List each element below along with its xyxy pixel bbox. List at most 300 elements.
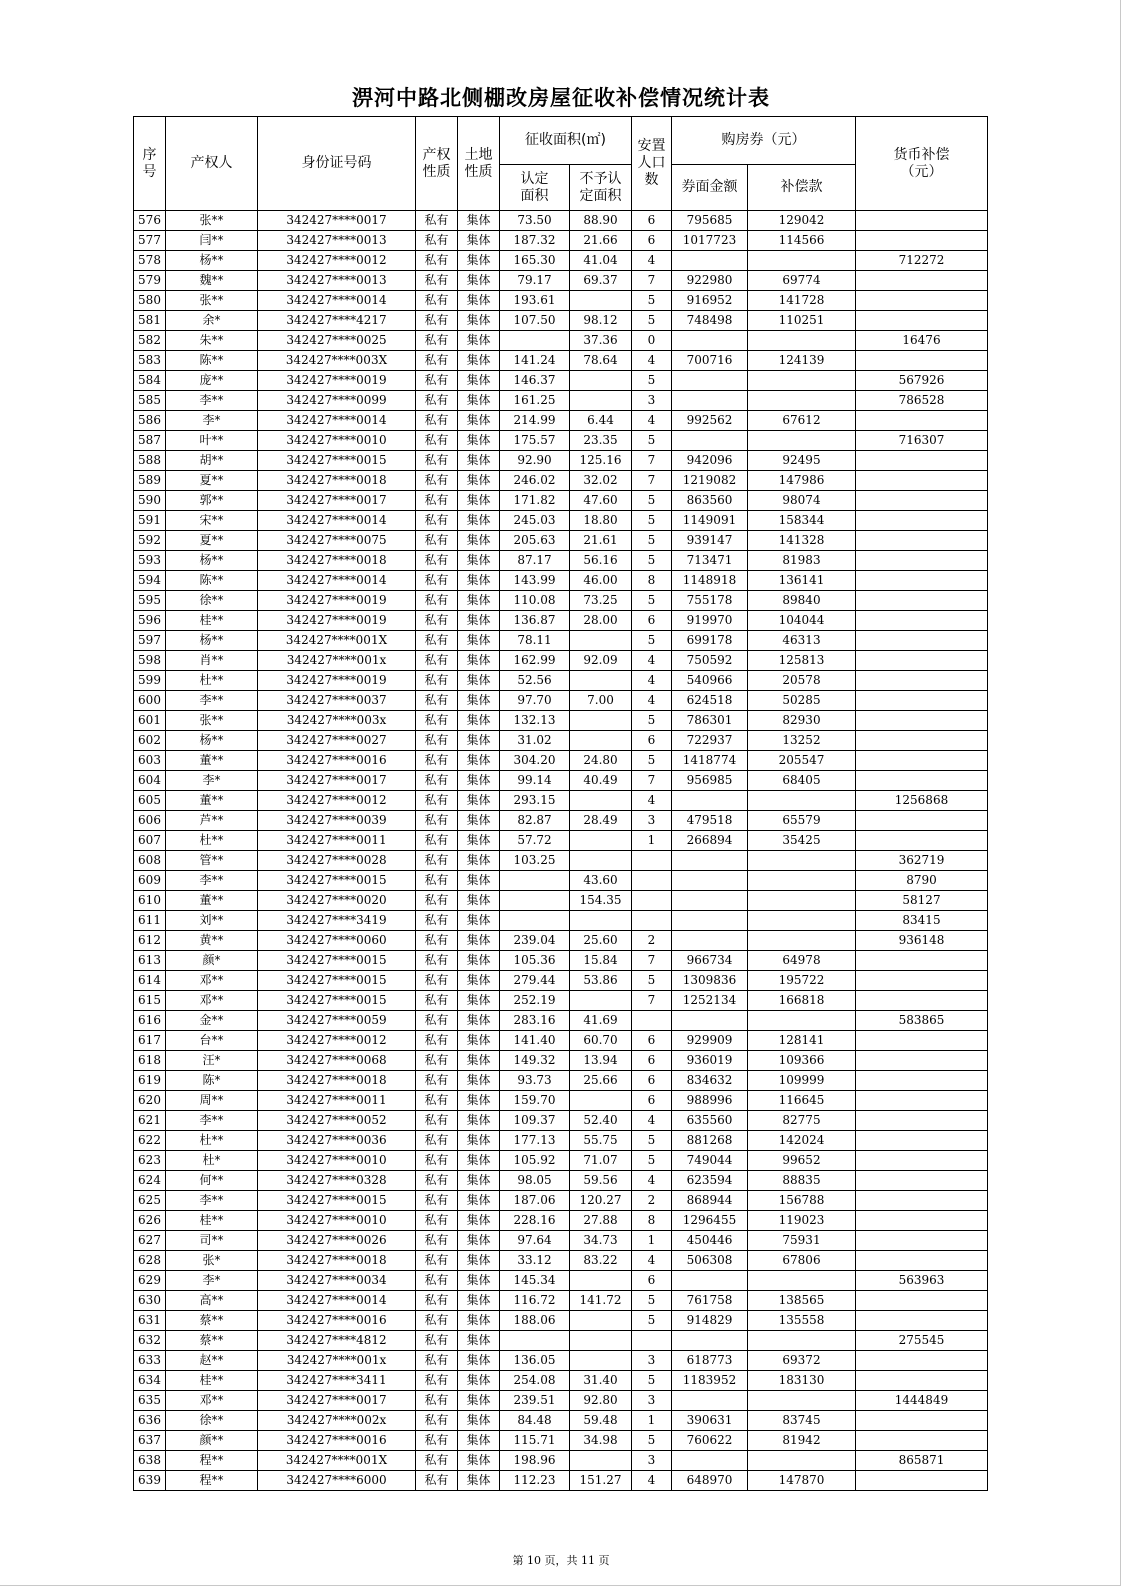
people-cell [632,1011,672,1031]
owner-cell: 李* [166,411,258,431]
owner-cell: 董** [166,751,258,771]
owner-cell: 徐** [166,591,258,611]
id-number-cell: 342427****3411 [258,1371,416,1391]
confirmed-area-cell: 105.36 [500,951,570,971]
property-type-cell: 私有 [416,871,458,891]
voucher-amount-cell: 390631 [672,1411,748,1431]
cash-compensation-cell [856,1251,988,1271]
unconfirmed-area-cell: 141.72 [570,1291,632,1311]
unconfirmed-area-cell: 56.16 [570,551,632,571]
cash-compensation-cell [856,231,988,251]
voucher-amount-cell: 713471 [672,551,748,571]
compensation-cell: 195722 [748,971,856,991]
property-type-cell: 私有 [416,631,458,651]
property-type-cell: 私有 [416,1351,458,1371]
people-cell: 6 [632,731,672,751]
unconfirmed-area-cell: 46.00 [570,571,632,591]
owner-cell: 张** [166,711,258,731]
confirmed-area-cell: 93.73 [500,1071,570,1091]
property-type-cell: 私有 [416,371,458,391]
table-row [134,1071,988,1091]
confirmed-area-cell: 279.44 [500,971,570,991]
owner-cell: 杨** [166,731,258,751]
header-voucher-group: 购房券（元） [672,117,856,165]
seq-cell: 598 [134,651,166,671]
property-type-cell: 私有 [416,331,458,351]
unconfirmed-area-cell: 120.27 [570,1191,632,1211]
owner-cell: 陈* [166,1071,258,1091]
confirmed-area-cell: 97.64 [500,1231,570,1251]
table-row [134,671,988,691]
people-cell: 4 [632,651,672,671]
confirmed-area-cell: 116.72 [500,1291,570,1311]
land-type-cell: 集体 [458,291,500,311]
land-type-cell: 集体 [458,1451,500,1471]
cash-compensation-cell [856,351,988,371]
table-row [134,1451,988,1471]
confirmed-area-cell: 246.02 [500,471,570,491]
cash-compensation-cell: 83415 [856,911,988,931]
land-type-cell: 集体 [458,311,500,331]
compensation-cell: 65579 [748,811,856,831]
people-cell: 4 [632,251,672,271]
compensation-cell: 183130 [748,1371,856,1391]
voucher-amount-cell: 755178 [672,591,748,611]
id-number-cell: 342427****0034 [258,1271,416,1291]
cash-compensation-cell [856,1131,988,1151]
seq-cell: 583 [134,351,166,371]
seq-cell: 621 [134,1111,166,1131]
table-row [134,611,988,631]
owner-cell: 芦** [166,811,258,831]
compensation-cell: 128141 [748,1031,856,1051]
confirmed-area-cell [500,871,570,891]
voucher-amount-cell [672,1331,748,1351]
cash-compensation-cell: 716307 [856,431,988,451]
voucher-amount-cell: 748498 [672,311,748,331]
people-cell: 2 [632,931,672,951]
unconfirmed-area-cell [570,911,632,931]
land-type-cell: 集体 [458,351,500,371]
unconfirmed-area-cell: 25.66 [570,1071,632,1091]
seq-cell: 639 [134,1471,166,1491]
unconfirmed-area-cell: 23.35 [570,431,632,451]
voucher-amount-cell: 1309836 [672,971,748,991]
header-people: 安置人口数 [632,117,672,211]
owner-cell: 金** [166,1011,258,1031]
property-type-cell: 私有 [416,531,458,551]
land-type-cell: 集体 [458,691,500,711]
property-type-cell: 私有 [416,851,458,871]
land-type-cell: 集体 [458,811,500,831]
land-type-cell: 集体 [458,451,500,471]
owner-cell: 程** [166,1451,258,1471]
property-type-cell: 私有 [416,611,458,631]
cash-compensation-cell [856,1471,988,1491]
cash-compensation-cell [856,1171,988,1191]
seq-cell: 578 [134,251,166,271]
people-cell: 1 [632,1411,672,1431]
compensation-cell: 46313 [748,631,856,651]
seq-cell: 602 [134,731,166,751]
id-number-cell: 342427****0015 [258,951,416,971]
compensation-cell: 147870 [748,1471,856,1491]
owner-cell: 陈** [166,571,258,591]
compensation-cell: 116645 [748,1091,856,1111]
people-cell: 6 [632,1091,672,1111]
people-cell: 5 [632,1131,672,1151]
table-row [134,1251,988,1271]
seq-cell: 609 [134,871,166,891]
voucher-amount-cell: 1418774 [672,751,748,771]
cash-compensation-cell [856,751,988,771]
unconfirmed-area-cell: 13.94 [570,1051,632,1071]
owner-cell: 胡** [166,451,258,471]
table-row [134,1211,988,1231]
land-type-cell: 集体 [458,851,500,871]
compensation-cell: 141328 [748,531,856,551]
seq-cell: 608 [134,851,166,871]
unconfirmed-area-cell [570,1311,632,1331]
land-type-cell: 集体 [458,591,500,611]
people-cell: 6 [632,1071,672,1091]
voucher-amount-cell: 795685 [672,211,748,231]
id-number-cell: 342427****0016 [258,1311,416,1331]
confirmed-area-cell: 87.17 [500,551,570,571]
seq-cell: 618 [134,1051,166,1071]
land-type-cell: 集体 [458,271,500,291]
land-type-cell: 集体 [458,1351,500,1371]
people-cell: 6 [632,1271,672,1291]
seq-cell: 629 [134,1271,166,1291]
cash-compensation-cell [856,1311,988,1331]
owner-cell: 桂** [166,1371,258,1391]
unconfirmed-area-cell: 27.88 [570,1211,632,1231]
table-row [134,691,988,711]
cash-compensation-cell [856,491,988,511]
land-type-cell: 集体 [458,971,500,991]
people-cell [632,1331,672,1351]
id-number-cell: 342427****0015 [258,971,416,991]
land-type-cell: 集体 [458,991,500,1011]
cash-compensation-cell [856,1031,988,1051]
id-number-cell: 342427****0013 [258,231,416,251]
id-number-cell: 342427****0012 [258,251,416,271]
owner-cell: 庞** [166,371,258,391]
compensation-cell: 68405 [748,771,856,791]
voucher-amount-cell: 942096 [672,451,748,471]
owner-cell: 赵** [166,1351,258,1371]
people-cell: 5 [632,1151,672,1171]
cash-compensation-cell [856,311,988,331]
table-row [134,951,988,971]
id-number-cell: 342427****0017 [258,491,416,511]
unconfirmed-area-cell: 18.80 [570,511,632,531]
table-row [134,271,988,291]
confirmed-area-cell: 84.48 [500,1411,570,1431]
page-footer: 第 10 页，共 11 页 [512,1554,610,1567]
owner-cell: 桂** [166,1211,258,1231]
id-number-cell: 342427****6000 [258,1471,416,1491]
confirmed-area-cell: 228.16 [500,1211,570,1231]
confirmed-area-cell: 293.15 [500,791,570,811]
cash-compensation-cell [856,1051,988,1071]
cash-compensation-cell: 936148 [856,931,988,951]
id-number-cell: 342427****0015 [258,451,416,471]
compensation-cell: 83745 [748,1411,856,1431]
owner-cell: 李** [166,1111,258,1131]
table-row [134,1371,988,1391]
table-row [134,851,988,871]
table-row [134,471,988,491]
confirmed-area-cell: 97.70 [500,691,570,711]
people-cell [632,871,672,891]
confirmed-area-cell: 252.19 [500,991,570,1011]
cash-compensation-cell [856,291,988,311]
voucher-amount-cell: 749044 [672,1151,748,1171]
owner-cell: 闫** [166,231,258,251]
confirmed-area-cell: 98.05 [500,1171,570,1191]
compensation-cell [748,1271,856,1291]
people-cell: 3 [632,811,672,831]
id-number-cell: 342427****0028 [258,851,416,871]
property-type-cell: 私有 [416,1011,458,1031]
seq-cell: 622 [134,1131,166,1151]
unconfirmed-area-cell: 92.80 [570,1391,632,1411]
property-type-cell: 私有 [416,431,458,451]
people-cell [632,911,672,931]
cash-compensation-cell [856,771,988,791]
table-row [134,1231,988,1251]
header-owner: 产权人 [166,117,258,211]
seq-cell: 632 [134,1331,166,1351]
voucher-amount-cell [672,791,748,811]
people-cell: 5 [632,971,672,991]
seq-cell: 606 [134,811,166,831]
confirmed-area-cell: 105.92 [500,1151,570,1171]
confirmed-area-cell: 103.25 [500,851,570,871]
land-type-cell: 集体 [458,1031,500,1051]
unconfirmed-area-cell: 60.70 [570,1031,632,1051]
people-cell: 6 [632,1051,672,1071]
unconfirmed-area-cell: 53.86 [570,971,632,991]
seq-cell: 616 [134,1011,166,1031]
seq-cell: 584 [134,371,166,391]
land-type-cell: 集体 [458,411,500,431]
property-type-cell: 私有 [416,831,458,851]
unconfirmed-area-cell: 151.27 [570,1471,632,1491]
property-type-cell: 私有 [416,1131,458,1151]
confirmed-area-cell: 175.57 [500,431,570,451]
unconfirmed-area-cell [570,791,632,811]
table-body [134,211,988,1491]
table-row [134,491,988,511]
id-number-cell: 342427****0018 [258,1071,416,1091]
seq-cell: 627 [134,1231,166,1251]
cash-compensation-cell [856,651,988,671]
voucher-amount-cell: 1017723 [672,231,748,251]
people-cell: 6 [632,231,672,251]
land-type-cell: 集体 [458,911,500,931]
seq-cell: 587 [134,431,166,451]
id-number-cell: 342427****002x [258,1411,416,1431]
compensation-cell: 13252 [748,731,856,751]
property-type-cell: 私有 [416,1291,458,1311]
cash-compensation-cell [856,631,988,651]
voucher-amount-cell: 966734 [672,951,748,971]
people-cell: 5 [632,1311,672,1331]
confirmed-area-cell: 141.40 [500,1031,570,1051]
cash-compensation-cell [856,1351,988,1371]
unconfirmed-area-cell: 25.60 [570,931,632,951]
confirmed-area-cell: 136.87 [500,611,570,631]
unconfirmed-area-cell [570,1331,632,1351]
property-type-cell: 私有 [416,1391,458,1411]
property-type-cell: 私有 [416,1451,458,1471]
compensation-cell: 64978 [748,951,856,971]
owner-cell: 董** [166,891,258,911]
land-type-cell: 集体 [458,1091,500,1111]
id-number-cell: 342427****0015 [258,1191,416,1211]
cash-compensation-cell: 58127 [856,891,988,911]
people-cell: 5 [632,371,672,391]
owner-cell: 颜* [166,951,258,971]
property-type-cell: 私有 [416,931,458,951]
table-row [134,431,988,451]
compensation-cell [748,931,856,951]
compensation-cell: 69372 [748,1351,856,1371]
header-voucher-comp: 补偿款 [748,165,856,211]
cash-compensation-cell [856,1431,988,1451]
cash-compensation-cell [856,1111,988,1131]
owner-cell: 桂** [166,611,258,631]
people-cell: 5 [632,551,672,571]
table-row [134,911,988,931]
table-header [134,117,988,211]
voucher-amount-cell [672,851,748,871]
cash-compensation-cell [856,411,988,431]
compensation-cell [748,871,856,891]
voucher-amount-cell: 506308 [672,1251,748,1271]
table-row [134,811,988,831]
land-type-cell: 集体 [458,711,500,731]
unconfirmed-area-cell [570,1451,632,1471]
owner-cell: 蔡** [166,1311,258,1331]
land-type-cell: 集体 [458,771,500,791]
id-number-cell: 342427****0010 [258,1151,416,1171]
seq-cell: 581 [134,311,166,331]
owner-cell: 杜** [166,831,258,851]
header-area-unconfirmed: 不予认定面积 [570,165,632,211]
cash-compensation-cell: 8790 [856,871,988,891]
compensation-cell: 104044 [748,611,856,631]
header-seq: 序号 [134,117,166,211]
voucher-amount-cell: 722937 [672,731,748,751]
voucher-amount-cell: 916952 [672,291,748,311]
seq-cell: 625 [134,1191,166,1211]
voucher-amount-cell: 881268 [672,1131,748,1151]
id-number-cell: 342427****0018 [258,471,416,491]
land-type-cell: 集体 [458,1131,500,1151]
seq-cell: 611 [134,911,166,931]
land-type-cell: 集体 [458,251,500,271]
compensation-cell: 20578 [748,671,856,691]
people-cell: 5 [632,491,672,511]
table-row [134,1031,988,1051]
compensation-cell [748,1451,856,1471]
property-type-cell: 私有 [416,551,458,571]
people-cell: 5 [632,591,672,611]
property-type-cell: 私有 [416,751,458,771]
table-row [134,451,988,471]
id-number-cell: 342427****0017 [258,771,416,791]
voucher-amount-cell: 266894 [672,831,748,851]
confirmed-area-cell: 239.04 [500,931,570,951]
id-number-cell: 342427****0027 [258,731,416,751]
confirmed-area-cell: 177.13 [500,1131,570,1151]
land-type-cell: 集体 [458,1071,500,1091]
confirmed-area-cell: 31.02 [500,731,570,751]
cash-compensation-cell: 567926 [856,371,988,391]
seq-cell: 594 [134,571,166,591]
table-row [134,1091,988,1111]
property-type-cell: 私有 [416,471,458,491]
id-number-cell: 342427****003x [258,711,416,731]
seq-cell: 626 [134,1211,166,1231]
cash-compensation-cell [856,951,988,971]
cash-compensation-cell [856,971,988,991]
voucher-amount-cell: 1219082 [672,471,748,491]
seq-cell: 603 [134,751,166,771]
compensation-cell: 92495 [748,451,856,471]
cash-compensation-cell: 1444849 [856,1391,988,1411]
seq-cell: 605 [134,791,166,811]
voucher-amount-cell: 479518 [672,811,748,831]
owner-cell: 司** [166,1231,258,1251]
owner-cell: 张* [166,1251,258,1271]
property-type-cell: 私有 [416,1111,458,1131]
people-cell: 4 [632,411,672,431]
seq-cell: 577 [134,231,166,251]
compensation-cell: 35425 [748,831,856,851]
table-row [134,1171,988,1191]
confirmed-area-cell: 73.50 [500,211,570,231]
unconfirmed-area-cell: 34.73 [570,1231,632,1251]
compensation-cell [748,391,856,411]
property-type-cell: 私有 [416,991,458,1011]
voucher-amount-cell: 618773 [672,1351,748,1371]
seq-cell: 619 [134,1071,166,1091]
id-number-cell: 342427****003X [258,351,416,371]
land-type-cell: 集体 [458,1171,500,1191]
compensation-cell: 88835 [748,1171,856,1191]
id-number-cell: 342427****001X [258,631,416,651]
header-area-confirmed: 认定面积 [500,165,570,211]
voucher-amount-cell: 760622 [672,1431,748,1451]
table-row [134,371,988,391]
id-number-cell: 342427****0068 [258,1051,416,1071]
owner-cell: 蔡** [166,1331,258,1351]
seq-cell: 623 [134,1151,166,1171]
people-cell: 3 [632,1391,672,1411]
cash-compensation-cell: 583865 [856,1011,988,1031]
header-id: 身份证号码 [258,117,416,211]
compensation-cell: 98074 [748,491,856,511]
voucher-amount-cell: 868944 [672,1191,748,1211]
table-row [134,1411,988,1431]
table-row [134,251,988,271]
people-cell: 3 [632,1351,672,1371]
